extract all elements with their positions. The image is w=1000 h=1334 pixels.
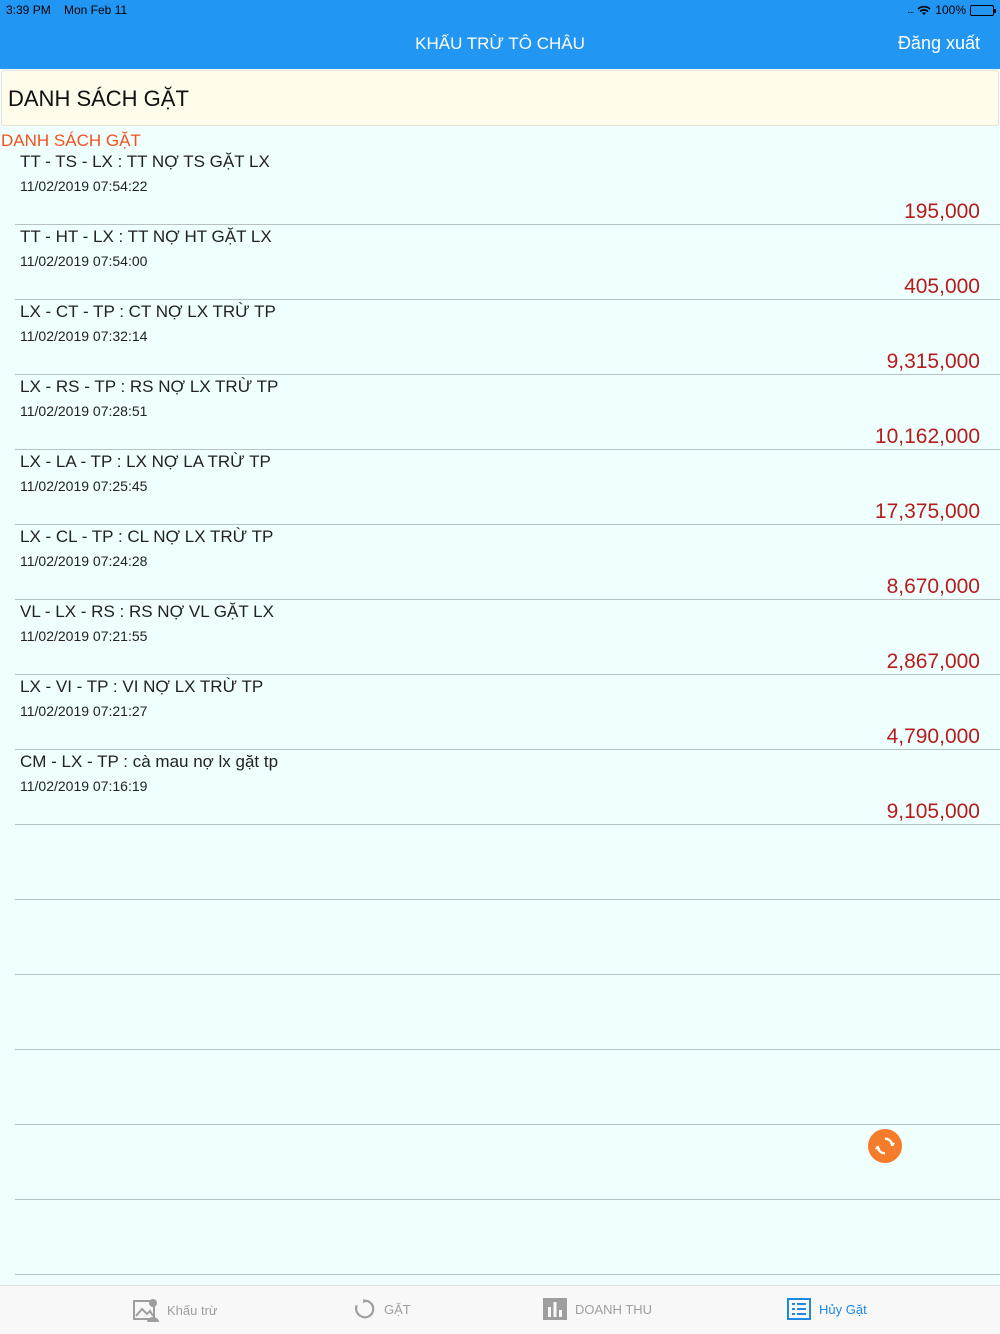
empty-row [15, 825, 1000, 900]
list-item[interactable] [15, 450, 1000, 525]
status-bar [0, 0, 1000, 20]
item-title: LX - RS - TP : RS NỢ LX TRỪ TP [20, 377, 279, 396]
tab-label: Khấu trừ [167, 1302, 218, 1318]
section-label: DANH SÁCH GẶT [1, 131, 141, 150]
tab-label: DOANH THU [575, 1301, 653, 1317]
tab-gat[interactable] [354, 1298, 411, 1320]
list-item[interactable] [15, 525, 1000, 600]
item-datetime: 11/02/2019 07:25:45 [20, 478, 148, 494]
empty-row [15, 900, 1000, 975]
refresh-icon [874, 1135, 896, 1157]
item-amount: 405,000 [904, 275, 980, 298]
header-card [1, 70, 999, 126]
empty-row [15, 1050, 1000, 1125]
empty-row [15, 1125, 1000, 1200]
signal-dots-icon: .... [907, 5, 914, 15]
empty-row [15, 1200, 1000, 1275]
list-item[interactable] [15, 300, 1000, 375]
list-item[interactable] [15, 375, 1000, 450]
header-title: DANH SÁCH GẶT [8, 86, 189, 111]
item-amount: 9,105,000 [886, 800, 980, 823]
image-user-icon [133, 1298, 159, 1322]
tab-huy-gat[interactable] [787, 1298, 867, 1320]
list-item[interactable] [15, 750, 1000, 825]
item-amount: 17,375,000 [874, 500, 980, 523]
status-time: 3:39 PM [6, 3, 51, 17]
battery-percent: 100% [935, 3, 966, 17]
item-amount: 4,790,000 [886, 725, 980, 748]
tab-doanh-thu[interactable] [543, 1298, 652, 1320]
list-item[interactable] [15, 675, 1000, 750]
list-item[interactable] [15, 600, 1000, 675]
item-datetime: 11/02/2019 07:32:14 [20, 328, 148, 344]
recycle-icon [354, 1298, 376, 1320]
list-icon [787, 1298, 811, 1320]
item-title: CM - LX - TP : cà mau nợ lx gặt tp [20, 752, 279, 771]
item-amount: 2,867,000 [886, 650, 980, 673]
bar-chart-icon [543, 1298, 567, 1320]
item-title: LX - LA - TP : LX NỢ LA TRỪ TP [20, 452, 271, 471]
item-datetime: 11/02/2019 07:16:19 [20, 778, 148, 794]
item-datetime: 11/02/2019 07:54:22 [20, 178, 148, 194]
item-datetime: 11/02/2019 07:21:27 [20, 703, 148, 719]
item-datetime: 11/02/2019 07:21:55 [20, 628, 148, 644]
nav-bar [0, 20, 1000, 69]
list-item[interactable] [15, 150, 1000, 225]
harvest-list [0, 150, 1000, 1275]
tab-label: GẶT [384, 1301, 411, 1317]
item-title: LX - CT - TP : CT NỢ LX TRỪ TP [20, 302, 276, 321]
item-title: TT - HT - LX : TT NỢ HT GẶT LX [20, 227, 272, 246]
tab-label: Hủy Gặt [819, 1301, 867, 1317]
tab-khau-tru[interactable] [133, 1298, 218, 1322]
item-amount: 195,000 [904, 200, 980, 223]
item-title: TT - TS - LX : TT NỢ TS GẶT LX [20, 152, 270, 171]
logout-button[interactable]: Đăng xuất [897, 33, 980, 53]
status-date: Mon Feb 11 [64, 3, 128, 17]
item-amount: 10,162,000 [874, 425, 980, 448]
item-title: VL - LX - RS : RS NỢ VL GẶT LX [20, 602, 274, 621]
item-datetime: 11/02/2019 07:54:00 [20, 253, 148, 269]
item-amount: 9,315,000 [886, 350, 980, 373]
list-item[interactable] [15, 225, 1000, 300]
tab-bar [0, 1285, 1000, 1334]
item-datetime: 11/02/2019 07:28:51 [20, 403, 148, 419]
item-title: LX - CL - TP : CL NỢ LX TRỪ TP [20, 527, 274, 546]
empty-row [15, 975, 1000, 1050]
battery-icon [970, 5, 994, 16]
wifi-icon [917, 5, 931, 16]
refresh-button[interactable] [868, 1129, 902, 1163]
item-title: LX - VI - TP : VI NỢ LX TRỪ TP [20, 677, 264, 696]
page-title: KHẤU TRỪ TÔ CHÂU [415, 34, 585, 53]
item-datetime: 11/02/2019 07:24:28 [20, 553, 148, 569]
status-right [907, 3, 994, 17]
item-amount: 8,670,000 [886, 575, 980, 598]
